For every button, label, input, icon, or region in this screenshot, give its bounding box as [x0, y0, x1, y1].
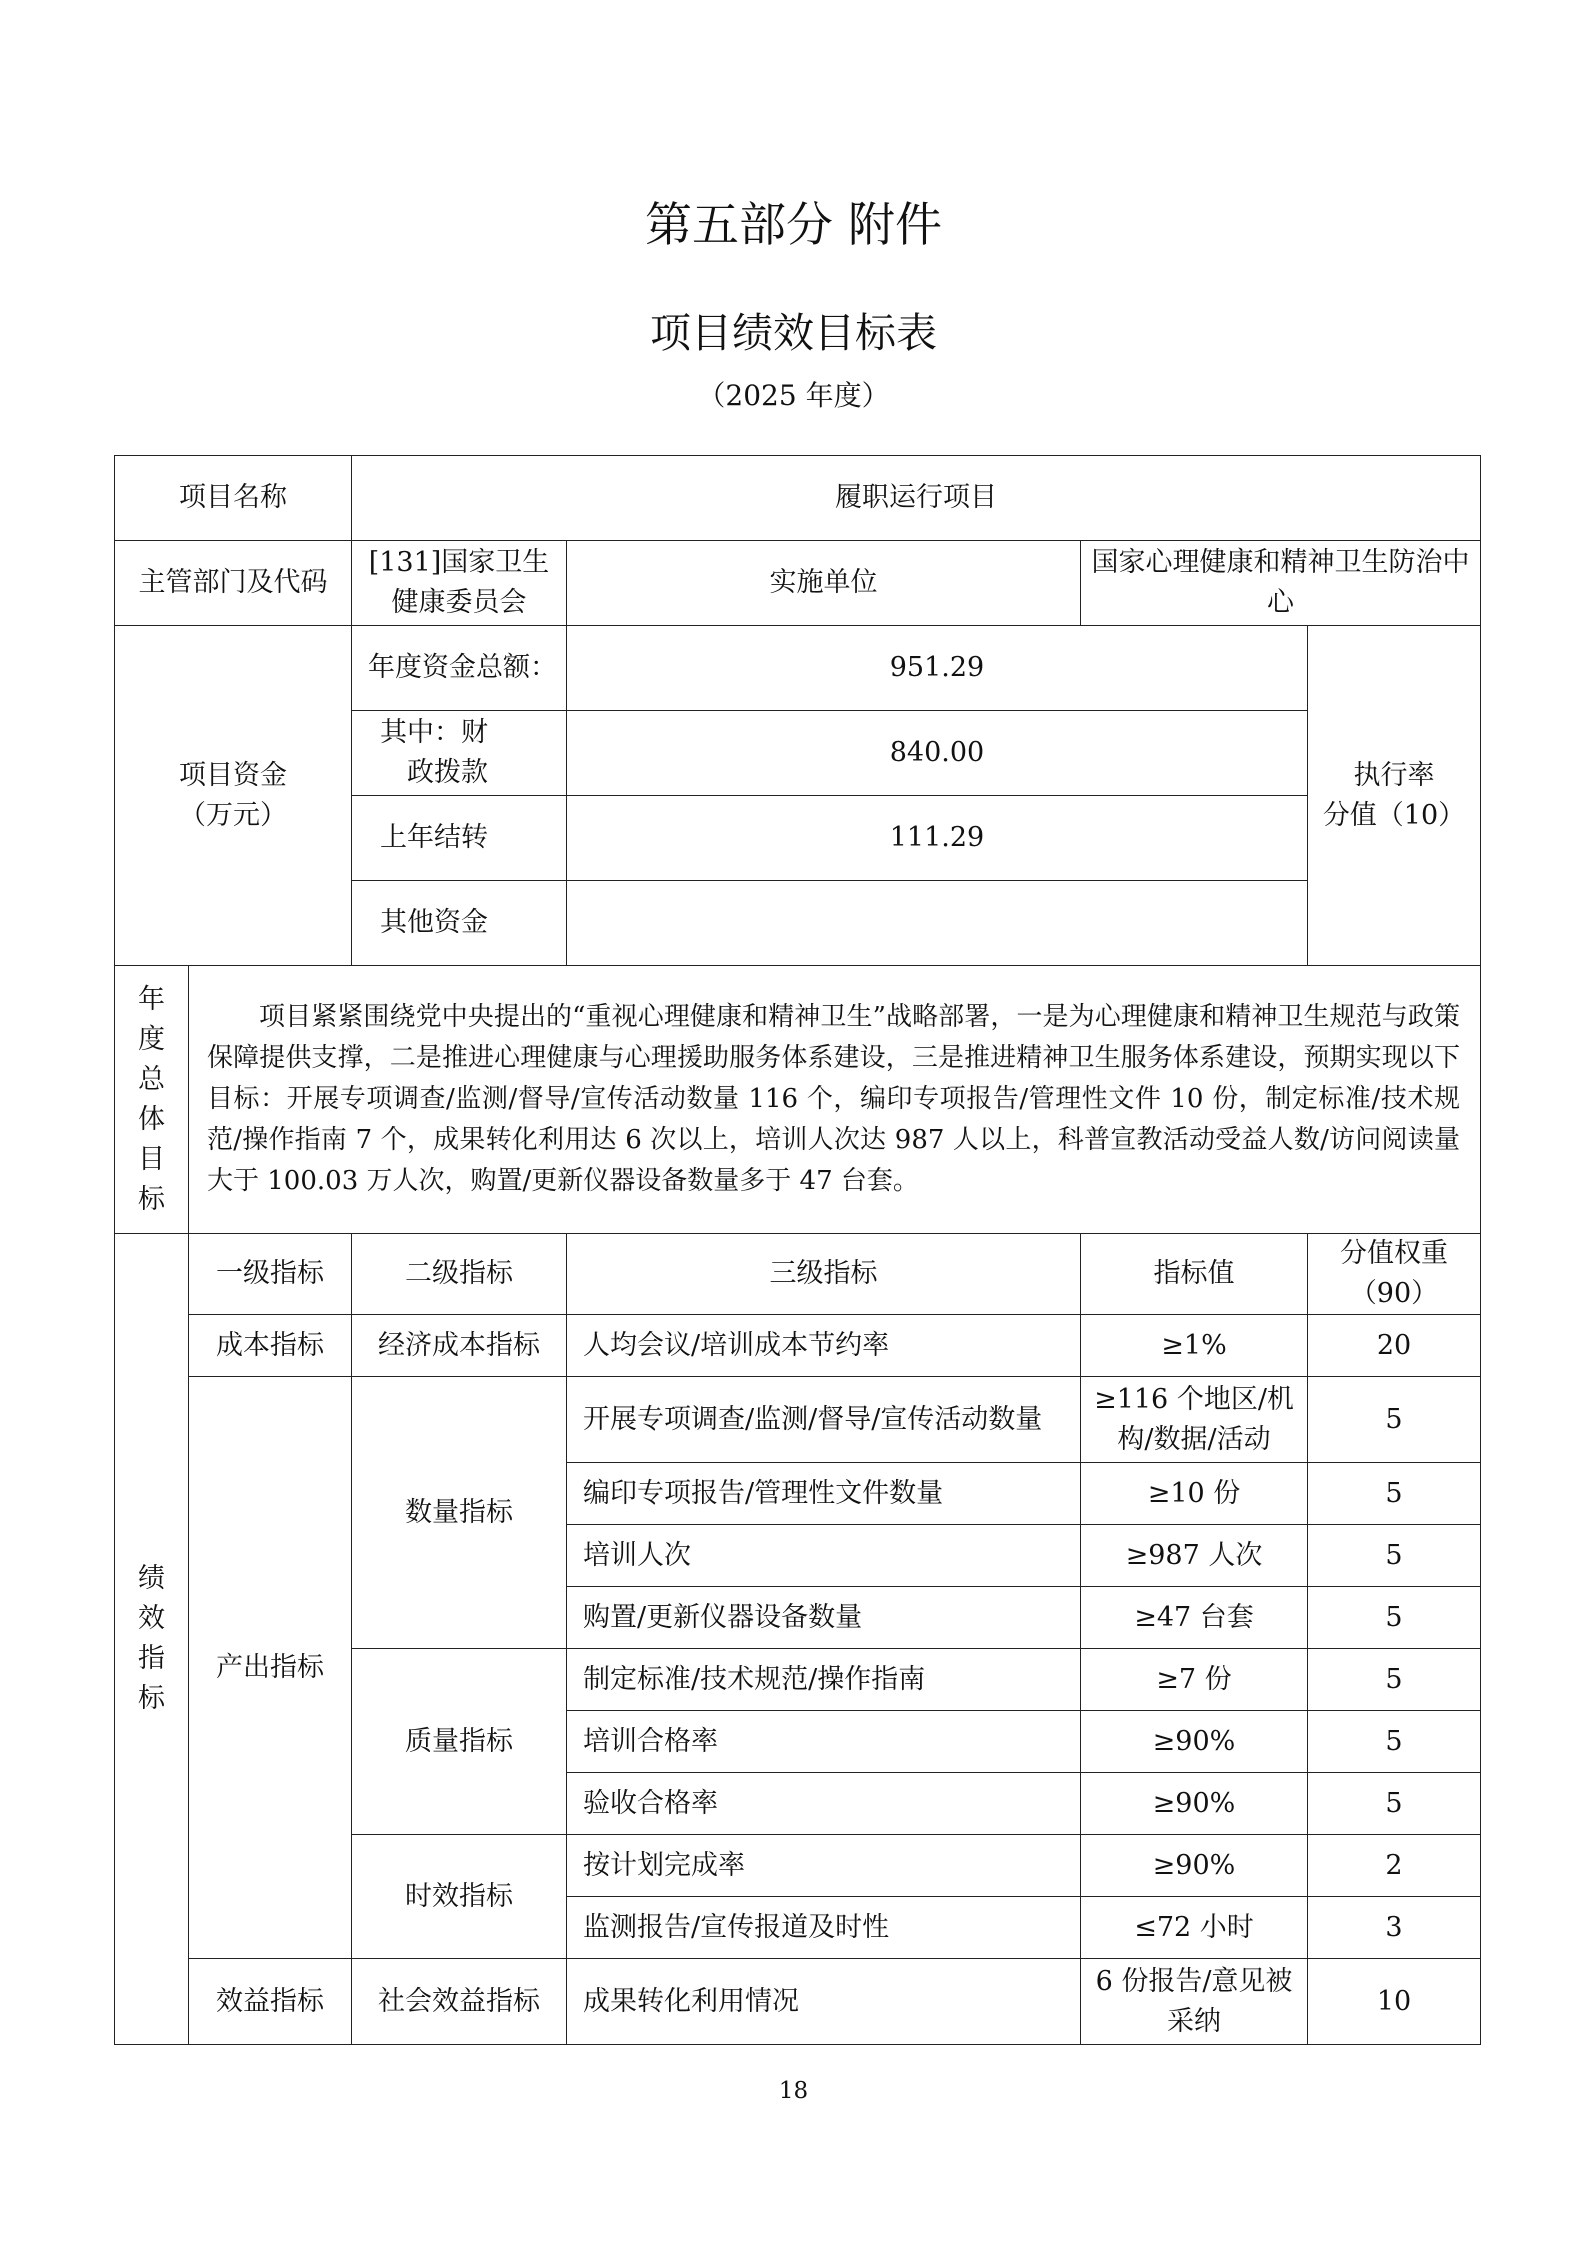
timeliness-value: ≥90% — [1081, 1835, 1308, 1897]
quantity-weight: 5 — [1308, 1377, 1481, 1463]
fund-label-line1: 项目资金 — [179, 759, 287, 791]
performance-table — [114, 455, 1481, 2045]
indicator-label-char: 效 — [138, 1603, 165, 1634]
timeliness-level3: 监测报告/宣传报道及时性 — [567, 1897, 1081, 1959]
year-label: （2025 年度） — [697, 379, 890, 412]
fund-carryover-value: 111.29 — [567, 796, 1308, 881]
fund-carryover-label: 上年结转 — [352, 796, 567, 881]
benefit-level1: 效益指标 — [189, 1959, 352, 2045]
header-level2: 二级指标 — [352, 1234, 567, 1315]
indicator-header-row — [115, 1234, 1481, 1315]
goal-label-char: 体 — [138, 1103, 165, 1135]
implementing-unit-value: 国家心理健康和精神卫生防治中心 — [1081, 541, 1481, 626]
quantity-weight: 5 — [1308, 1587, 1481, 1649]
quantity-value: ≥10 份 — [1081, 1463, 1308, 1525]
goal-row — [115, 966, 1481, 1234]
indicator-label-char: 标 — [138, 1683, 165, 1714]
execution-rate-line2: 分值（10） — [1322, 799, 1466, 831]
header-weight-line1: 分值权重 — [1340, 1238, 1448, 1269]
goal-text: 项目紧紧围绕党中央提出的“重视心理健康和精神卫生”战略部署，一是为心理健康和精神卫生规范与政策保障提供支撑，二是推进心理健康与心理援助服务体系建设，三是推进精神卫生服务体系建设，预期实现以下目标：开展专项调查/监测/督导/宣传活动数量 116 个，编印专项报告/管理性文件 10 份，制定标准/技术规范/操作指南 7 个，成果转化利用达 6 次以上，培训人次达 987 人以上，科普宣教活动受益人数/访问阅读量大于 100.03 万人次，购置/更新仪器设备数量多于 47 台套。 — [207, 1002, 1460, 1196]
page-number: 18 — [778, 2078, 809, 2104]
department-label: 主管部门及代码 — [115, 541, 352, 626]
implementing-unit-label: 实施单位 — [567, 541, 1081, 626]
quantity-level2: 数量指标 — [352, 1377, 567, 1649]
quality-level3: 验收合格率 — [567, 1773, 1081, 1835]
quality-weight: 5 — [1308, 1773, 1481, 1835]
fund-label — [115, 626, 352, 966]
timeliness-level2: 时效指标 — [352, 1835, 567, 1959]
quality-level3: 制定标准/技术规范/操作指南 — [567, 1649, 1081, 1711]
cost-level3: 人均会议/培训成本节约率 — [567, 1315, 1081, 1377]
quantity-value: ≥987 人次 — [1081, 1525, 1308, 1587]
timeliness-weight: 3 — [1308, 1897, 1481, 1959]
indicator-label — [115, 1234, 189, 2045]
quality-weight: 5 — [1308, 1711, 1481, 1773]
fund-other-label: 其他资金 — [352, 881, 567, 966]
quantity-level3: 编印专项报告/管理性文件数量 — [567, 1463, 1081, 1525]
quality-value: ≥7 份 — [1081, 1649, 1308, 1711]
indicator-label-char: 绩 — [138, 1563, 165, 1594]
goal-label-char: 年 — [138, 983, 165, 1015]
fund-fiscal-value: 840.00 — [567, 711, 1308, 796]
goal-label-char: 总 — [138, 1063, 165, 1095]
timeliness-weight: 2 — [1308, 1835, 1481, 1897]
table-row — [115, 1959, 1481, 2045]
project-name-value: 履职运行项目 — [352, 456, 1481, 541]
quantity-level3: 开展专项调查/监测/督导/宣传活动数量 — [567, 1377, 1081, 1463]
table-row — [115, 1315, 1481, 1377]
header-weight — [1308, 1234, 1481, 1315]
goal-label-char: 标 — [138, 1183, 165, 1215]
part-title: 第五部分 附件 — [645, 198, 942, 253]
fund-total-label: 年度资金总额： — [352, 626, 567, 711]
project-name-row — [115, 456, 1481, 541]
quantity-level3: 培训人次 — [567, 1525, 1081, 1587]
quality-weight: 5 — [1308, 1649, 1481, 1711]
quantity-weight: 5 — [1308, 1525, 1481, 1587]
execution-rate-line1: 执行率 — [1353, 759, 1435, 791]
benefit-weight: 10 — [1308, 1959, 1481, 2045]
indicator-label-char: 指 — [138, 1643, 165, 1674]
table-title: 项目绩效目标表 — [650, 309, 937, 357]
header-value: 指标值 — [1081, 1234, 1308, 1315]
timeliness-value: ≤72 小时 — [1081, 1897, 1308, 1959]
quantity-value: ≥47 台套 — [1081, 1587, 1308, 1649]
header-level3: 三级指标 — [567, 1234, 1081, 1315]
goal-label-char: 度 — [138, 1023, 165, 1055]
output-level1: 产出指标 — [189, 1377, 352, 1959]
quantity-level3: 购置/更新仪器设备数量 — [567, 1587, 1081, 1649]
goal-label-char: 目 — [138, 1143, 165, 1175]
department-row — [115, 541, 1481, 626]
cost-weight: 20 — [1308, 1315, 1481, 1377]
benefit-level2: 社会效益指标 — [352, 1959, 567, 2045]
cost-level1: 成本指标 — [189, 1315, 352, 1377]
quantity-value: ≥116 个地区/机构/数据/活动 — [1081, 1377, 1308, 1463]
quantity-weight: 5 — [1308, 1463, 1481, 1525]
benefit-value: 6 份报告/意见被采纳 — [1081, 1959, 1308, 2045]
header-weight-line2: （90） — [1349, 1278, 1439, 1309]
quality-level2: 质量指标 — [352, 1649, 567, 1835]
header-level1: 一级指标 — [189, 1234, 352, 1315]
department-value: [131]国家卫生健康委员会 — [352, 541, 567, 626]
table-row — [115, 1377, 1481, 1463]
project-name-label: 项目名称 — [115, 456, 352, 541]
fund-label-line2: （万元） — [179, 799, 287, 831]
fund-fiscal-label: 其中：财政拨款 — [352, 711, 567, 796]
goal-text-cell — [189, 966, 1481, 1234]
fund-row — [115, 626, 1481, 711]
quality-value: ≥90% — [1081, 1711, 1308, 1773]
goal-label — [115, 966, 189, 1234]
benefit-level3: 成果转化利用情况 — [567, 1959, 1081, 2045]
quality-value: ≥90% — [1081, 1773, 1308, 1835]
execution-rate-cell — [1308, 626, 1481, 966]
timeliness-level3: 按计划完成率 — [567, 1835, 1081, 1897]
quality-level3: 培训合格率 — [567, 1711, 1081, 1773]
fund-other-value — [567, 881, 1308, 966]
cost-value: ≥1% — [1081, 1315, 1308, 1377]
fund-total-value: 951.29 — [567, 626, 1308, 711]
cost-level2: 经济成本指标 — [352, 1315, 567, 1377]
